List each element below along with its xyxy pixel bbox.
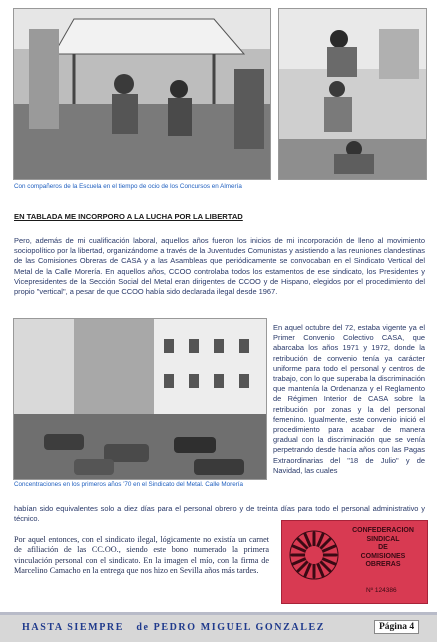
paragraph-convenio-side: En aquel octubre del 72, estaba vigente ya el Primer Convenio Colectivo CASA, que abarcaba los años 1971 y 1972, donde la retribución de convenio tenía ya carácter uniforme para todo el personal y centros de trabajo, con lo que superaba la discriminación que mantenía la Ordenanza y el Reglamento de Régimen Interior de CASA sobre la retribución por zonas y la del personal femenino. Igualmente, este convenio inició el procedimiento para acabar de manera gradual con la discriminación que se venía perpetrando desde hacía años con las Pagas Extraordinarias del "18 de Julio" y de Navidad, las cuales [273,323,425,475]
photo-friends-school-image [14,9,270,179]
section-heading: EN TABLADA ME INCORPORO A LA LUCHA POR LA LIBERTAD [14,212,243,221]
photo-friends-school [13,8,271,180]
footer-page-number: Página 4 [374,620,419,634]
footer-bar [0,612,437,642]
footer-title: HASTA SIEMPRE de PEDRO MIGUEL GONZALEZ [22,622,326,633]
paragraph-intro: Pero, además de mi cualificación laboral, aquellos años fueron los inicios de mi incorporación de lleno al movimiento sociopolítico por la libertad, organizándome a través de la Juventudes Comunistas y asistiendo a las reuniones clandestinas de las Comisiones Obreras de CASA y a las Asambleas que periódicamente se convocaban en el Sindicato Vertical del Metal de la Calle Morería. En aquellos años, CCOO controlaba todos los estamentos de ese sindicato, los Presidentes y Vicepresidentes de la Sección Social del Metal eran dirigentes de CCOO y de Hispano, elegidos por el procedimiento del propio "vertical", a pesar de que CCOO había sido declarada ilegal desde 1967. [14,236,425,297]
card-line-obreras: OBRERAS [365,561,401,569]
photo-friends-pyramid [278,8,427,180]
card-line-de: DE [378,544,388,552]
card-number: Nº 124386 [366,587,397,594]
card-line-comisiones: COMISIONES [360,552,406,560]
photo-friends-pyramid-image [279,9,426,179]
ccoo-membership-card [281,520,428,604]
ccoo-star-emblem-icon [288,529,340,581]
card-line-sindical: SINDICAL [366,535,400,543]
photo-street-concentration [13,318,267,480]
card-line-confederacion: CONFEDERACION [352,527,414,534]
caption-top-photo: Con compañeros de la Escuela en el tiempo de ocio de los Concursos en Almería [14,183,242,190]
caption-street-photo: Concentraciones en los primeros años '70 en el Sindicato del Metal. Calle Morería [14,481,244,488]
paragraph-carnet: Por aquel entonces, con el sindicato ilegal, lógicamente no existía un carnet de afiliación de las CC.OO., siendo este bono numerado la primera vinculación personal con el sindicato. En la imagen el mío, con la firma de Marcelino Camacho en la entrega que nos hizo en Sevilla años más tardes. [14,535,269,576]
paragraph-convenio-continued: habían sido equivalentes solo a diez días para el personal obrero y de treinta días para todo el personal administrativo y técnico. [14,504,425,524]
photo-street-concentration-image [14,319,266,479]
